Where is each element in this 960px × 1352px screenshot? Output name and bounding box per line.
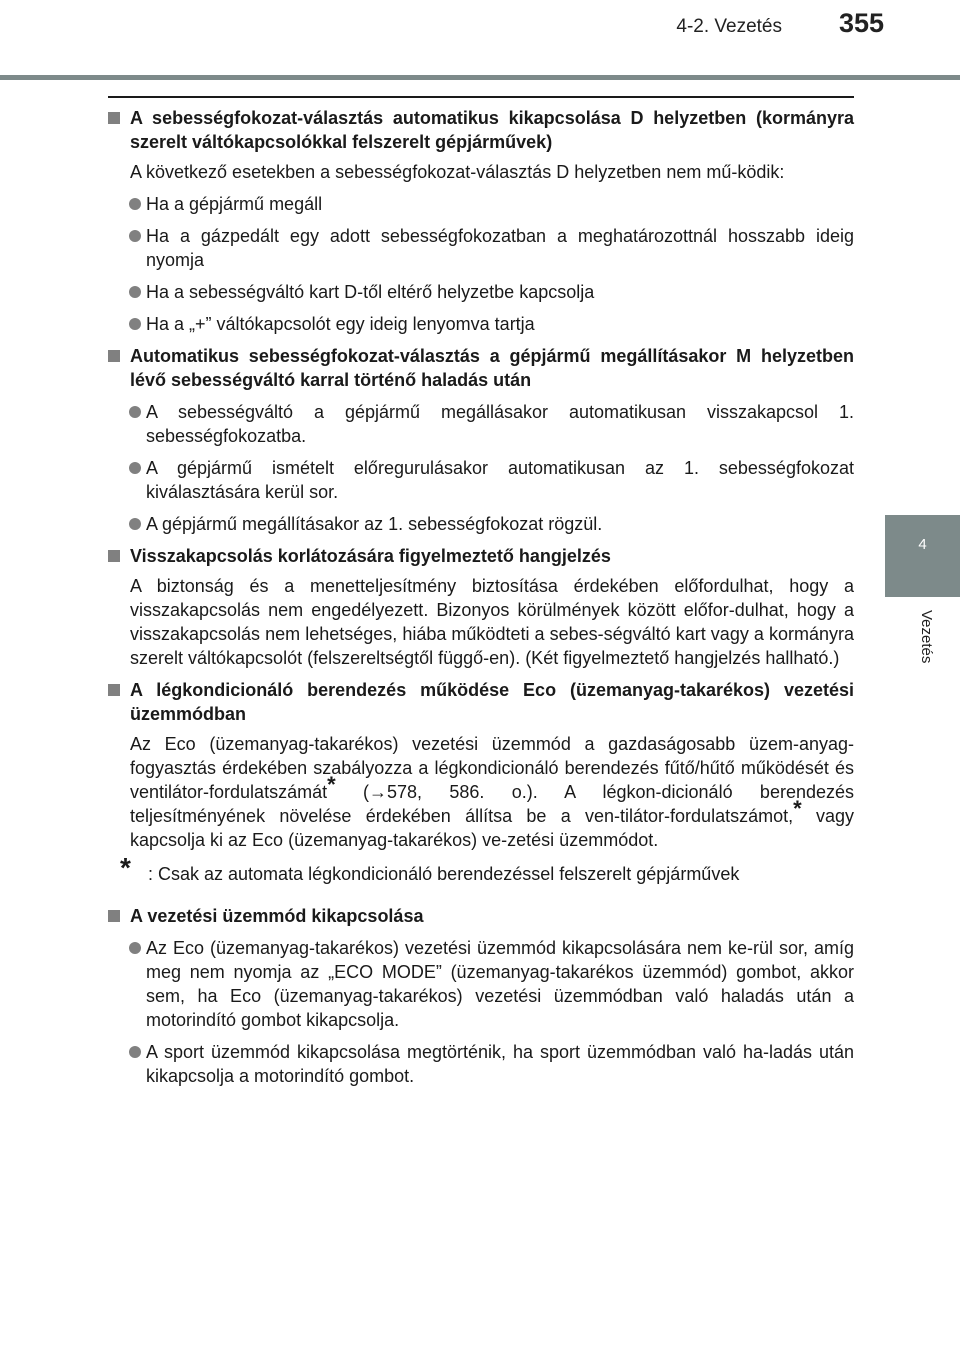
page-content bbox=[108, 96, 854, 1088]
heading-text: Visszakapcsolás korlátozására figyelmeztető hangjelzés bbox=[130, 546, 611, 566]
circle-bullet-icon bbox=[129, 198, 141, 210]
chapter-label: Vezetés bbox=[918, 610, 935, 664]
square-bullet-icon bbox=[108, 550, 120, 562]
list-item: A gépjármű megállításakor az 1. sebességfokozat rögzül. bbox=[108, 512, 854, 536]
circle-bullet-icon bbox=[129, 406, 141, 418]
paragraph: Az Eco (üzemanyag-takarékos) vezetési üzemmód a gazdaságosabb üzem-anyag-fogyasztás érdekében szabályozza a légkondicionáló berendezés fűtő/hűtő működését és ventilátor-fordulatszámát* (→578, 586. o.). A légkon-dicionáló berendezés teljesítményének növelése érdekében állítsa be a ven-tilátor-fordulatszámot,* vagy kapcsolja ki az Eco (üzemanyag-takarékos) ve-zetési üzemmódot. bbox=[130, 734, 854, 850]
square-bullet-icon bbox=[108, 910, 120, 922]
square-bullet-icon bbox=[108, 112, 120, 124]
heading-text: Automatikus sebességfokozat-választás a gépjármű megállításakor M helyzetben lévő sebességváltó karral történő haladás után bbox=[130, 346, 854, 390]
top-rule bbox=[108, 96, 854, 98]
circle-bullet-icon bbox=[129, 462, 141, 474]
section-title: 4-2. Vezetés bbox=[676, 16, 782, 37]
circle-bullet-icon bbox=[129, 518, 141, 530]
footnote-mark: * bbox=[120, 852, 131, 883]
list-item: A sebességváltó a gépjármű megállásakor automatikusan visszakapcsol 1. sebességfokozatba. bbox=[108, 400, 854, 448]
footnote bbox=[108, 852, 854, 886]
circle-bullet-icon bbox=[129, 318, 141, 330]
header-divider bbox=[0, 75, 960, 80]
list-item: Ha a „+” váltókapcsolót egy ideig lenyomva tartja bbox=[108, 312, 854, 336]
circle-bullet-icon bbox=[129, 286, 141, 298]
circle-bullet-icon bbox=[129, 942, 141, 954]
chapter-tab-number: 4 bbox=[918, 536, 927, 553]
chapter-tab bbox=[885, 515, 960, 597]
section-heading bbox=[108, 678, 854, 726]
section-heading bbox=[108, 544, 854, 568]
circle-bullet-icon bbox=[129, 1046, 141, 1058]
list-item: A gépjármű ismételt előregurulásakor automatikusan az 1. sebességfokozat kiválasztására kerül sor. bbox=[108, 456, 854, 504]
section-heading bbox=[108, 344, 854, 392]
page-number: 355 bbox=[838, 8, 884, 38]
circle-bullet-icon bbox=[129, 230, 141, 242]
heading-text: A vezetési üzemmód kikapcsolása bbox=[130, 906, 424, 926]
section-heading bbox=[108, 904, 854, 928]
heading-text: A sebességfokozat-választás automatikus kikapcsolása D helyzetben (kormányra szerelt váltókapcsolókkal felszerelt gépjárművek) bbox=[130, 108, 854, 152]
list-item: A sport üzemmód kikapcsolása megtörténik, ha sport üzemmódban való ha-ladás után kikapcsolja a motorindító gombot. bbox=[108, 1040, 854, 1088]
list-item: Ha a sebességváltó kart D-től eltérő helyzetbe kapcsolja bbox=[108, 280, 854, 304]
paragraph: A biztonság és a menetteljesítmény biztosítása érdekében előfordulhat, hogy a visszakapcsolás nem engedélyezett. Bizonyos körülmények között előfor-dulhat, hogy a visszakapcsolás nem lehetséges, hiába működteti a sebes-ségváltó kart vagy a kormányra szerelt váltókapcsolót (felszereltségtől függő-en). (Két figyelmeztető hangjelzés hallható.) bbox=[130, 576, 854, 668]
list-item: Ha a gázpedált egy adott sebességfokozatban a meghatározottnál hosszabb ideig nyomja bbox=[108, 224, 854, 272]
paragraph: A következő esetekben a sebességfokozat-választás D helyzetben nem mű-ködik: bbox=[130, 162, 785, 182]
square-bullet-icon bbox=[108, 350, 120, 362]
list-item: Ha a gépjármű megáll bbox=[108, 192, 854, 216]
heading-text: A légkondicionáló berendezés működése Eco (üzemanyag-takarékos) vezetési üzemmódban bbox=[130, 680, 854, 724]
square-bullet-icon bbox=[108, 684, 120, 696]
list-item: Az Eco (üzemanyag-takarékos) vezetési üzemmód kikapcsolására nem ke-rül sor, amíg meg nem nyomja az „ECO MODE” (üzemanyag-takarékos üzemmód) gombot, akkor sem, ha Eco (üzemanyag-takarékos) vezetési üzemmódban való haladás után a motorindító gombot kikapcsolja. bbox=[108, 936, 854, 1032]
footnote-star: * bbox=[793, 796, 802, 821]
section-heading bbox=[108, 106, 854, 154]
footnote-star: * bbox=[327, 772, 336, 797]
footnote-text: : Csak az automata légkondicionáló berendezéssel felszerelt gépjárművek bbox=[148, 864, 740, 884]
